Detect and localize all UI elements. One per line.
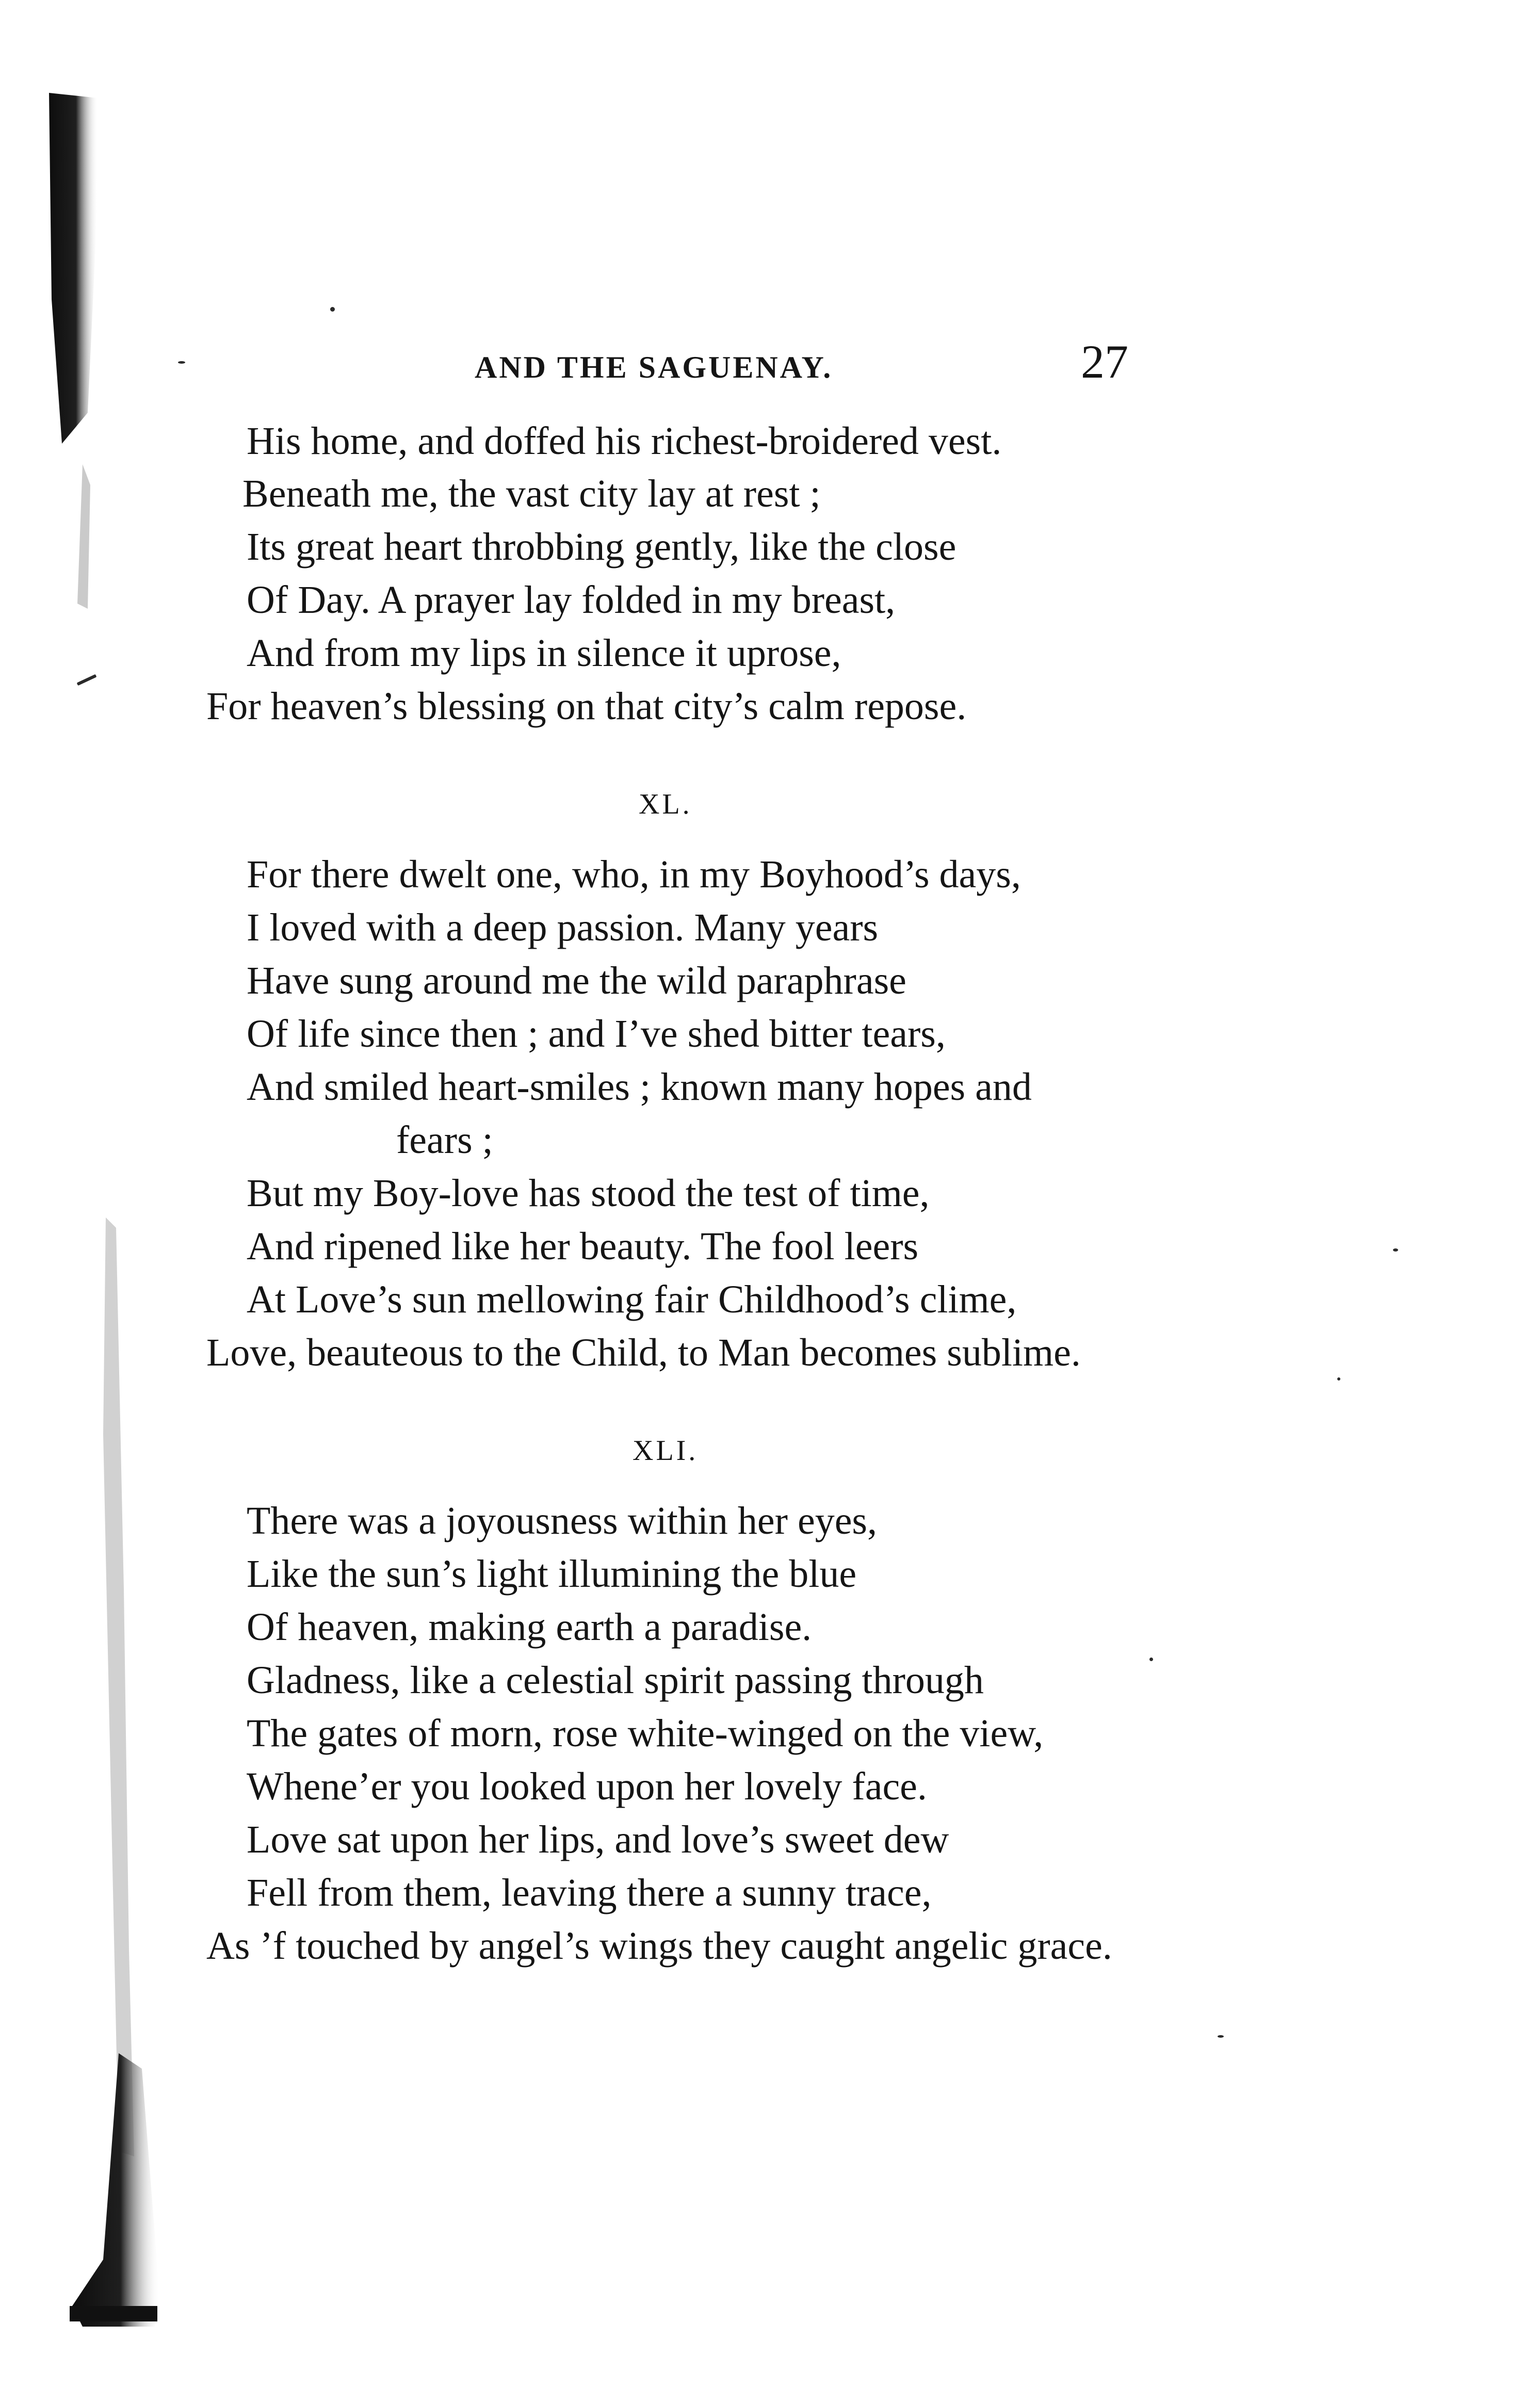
scan-speck (330, 307, 335, 312)
verse-line: Its great heart throbbing gently, like the close (247, 525, 957, 568)
stanza-numeral: XLI. (633, 1435, 699, 1467)
scan-speck (1337, 1377, 1340, 1380)
verse-line: At Love’s sun mellowing fair Childhood’s clime, (247, 1278, 1017, 1321)
verse-line: For there dwelt one, who, in my Boyhood’s days, (247, 853, 1021, 896)
page-header (0, 330, 1540, 408)
page-number: 27 (1081, 335, 1128, 388)
verse-line: Have sung around me the wild paraphrase (247, 959, 906, 1002)
stanza-numeral: XL. (639, 788, 692, 820)
verse-line: Of Day. A prayer lay folded in my breast, (247, 578, 896, 622)
scan-speck (1393, 1248, 1398, 1252)
verse-line: Gladness, like a celestial spirit passing through (247, 1659, 984, 1702)
verse-line: And smiled heart-smiles ; known many hopes and (247, 1065, 1032, 1109)
verse-line: Love, beauteous to the Child, to Man becomes sublime. (206, 1331, 1081, 1374)
scan-speck (1149, 1658, 1153, 1661)
verse-line: Fell from them, leaving there a sunny trace, (247, 1871, 932, 1914)
verse-line: Beneath me, the vast city lay at rest ; (242, 472, 821, 515)
verse-line: fears ; (396, 1118, 493, 1162)
scan-speck (1218, 2035, 1224, 2038)
running-head: AND THE SAGUENAY. (475, 350, 833, 384)
verse-line: But my Boy-love has stood the test of time, (247, 1172, 930, 1215)
verse-line: Like the sun’s light illumining the blue (247, 1552, 857, 1596)
verse-line: There was a joyousness within her eyes, (247, 1499, 878, 1542)
verse-line: For heaven’s blessing on that city’s calm repose. (206, 685, 967, 728)
verse-line: And ripened like her beauty. The fool leers (247, 1225, 919, 1268)
verse-line: The gates of morn, rose white-winged on the view, (247, 1712, 1044, 1755)
verse-line: And from my lips in silence it uprose, (247, 631, 841, 675)
verse-line: His home, and doffed his richest-broidered vest. (247, 419, 1002, 463)
verse-line: I loved with a deep passion. Many years (247, 906, 879, 949)
verse-line: Of heaven, making earth a paradise. (247, 1605, 812, 1649)
verse-line: As ’f touched by angel’s wings they caught angelic grace. (206, 1924, 1112, 1968)
binding-edge-shadow (0, 93, 170, 2337)
verse-line: Love sat upon her lips, and love’s sweet dew (247, 1818, 949, 1861)
verse-line: Of life since then ; and I’ve shed bitter tears, (247, 1012, 946, 1055)
verse-line: Whene’er you looked upon her lovely face. (247, 1765, 927, 1808)
